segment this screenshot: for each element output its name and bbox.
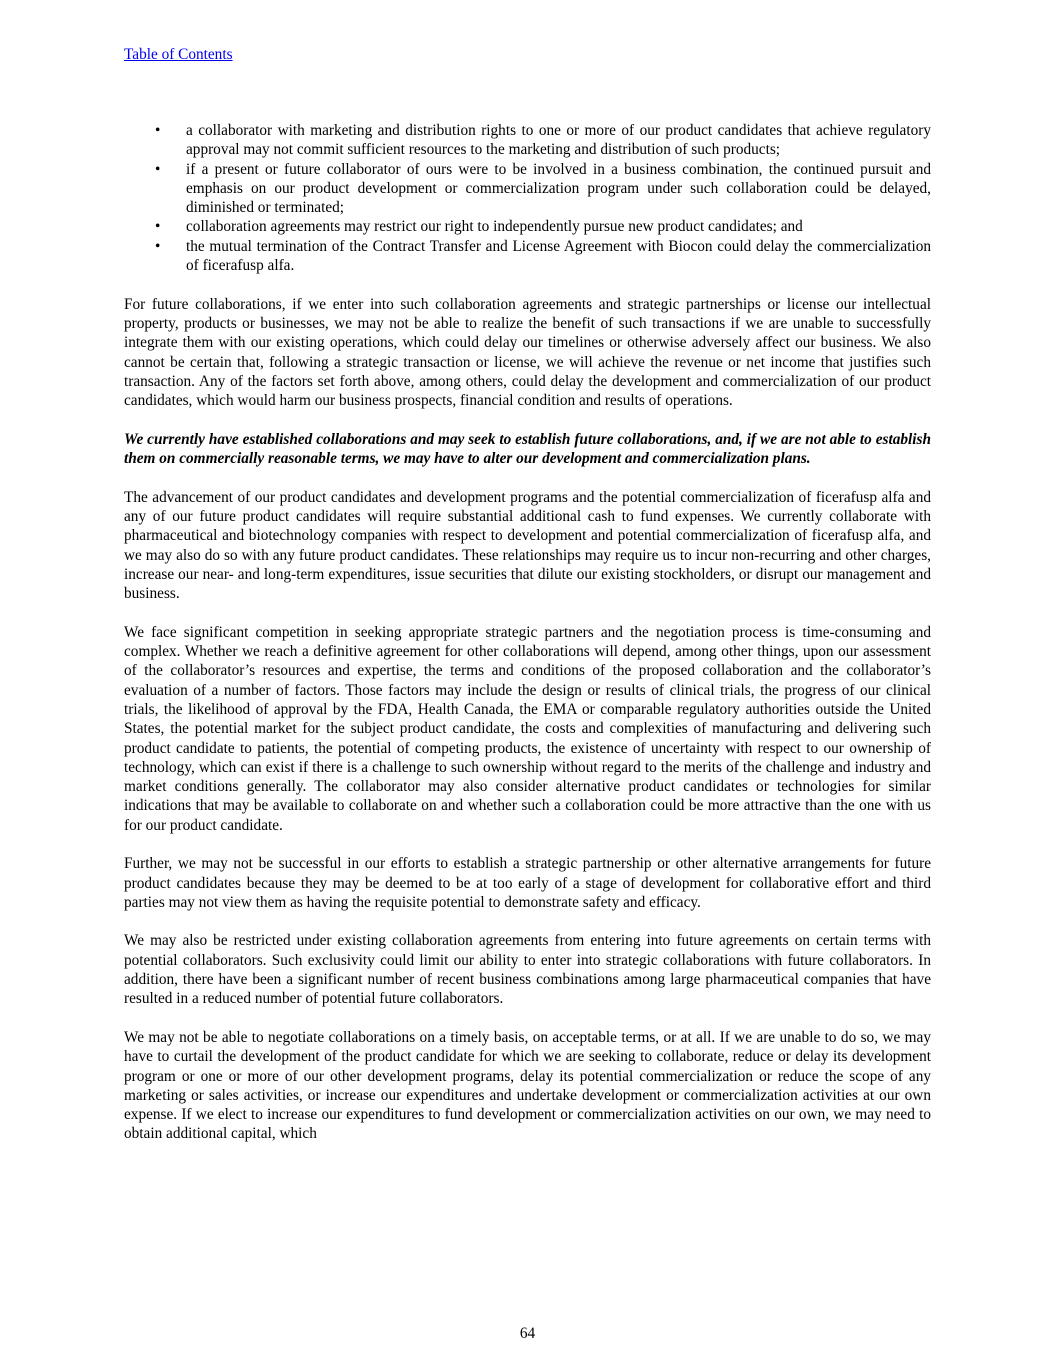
paragraph: Further, we may not be successful in our efforts to establish a strategic partnership or other alternative arrangements for future product candidates because they may be deemed to be at too early of a stage of development for collaborative effort and third parties may not view them as having the requisite potential to demonstrate safety and efficacy. — [124, 855, 931, 911]
bullet-icon: • — [155, 160, 161, 178]
risk-bullet-list — [124, 121, 931, 275]
paragraph: The advancement of our product candidates and development programs and the potential commercialization of ficerafusp alfa and any of our future product candidates will require substantial additional cash to fund expenses. We currently collaborate with pharmaceutical and biotechnology companies with respect to development and potential commercialization of ficerafusp alfa, and we may also do so with any future product candidates. These relationships may require us to incur non-recurring and other charges, increase our near- and long-term expenditures, issue securities that dilute our existing stockholders, or disrupt our management and business. — [124, 488, 931, 603]
paragraph: We may also be restricted under existing collaboration agreements from entering into future agreements on certain terms with potential collaborators. Such exclusivity could limit our ability to enter into strategic collaborations with future collaborators. In addition, there have been a significant number of recent business combinations among large pharmaceutical companies that have resulted in a reduced number of potential future collaborators. — [124, 932, 931, 1008]
section-heading: We currently have established collaborations and may seek to establish future collaborations, and, if we are not able to establish them on commercially reasonable terms, we may have to alter our development and commercialization plans. — [124, 430, 931, 468]
table-of-contents-link[interactable]: Table of Contents — [124, 46, 233, 63]
page-number: 64 — [519, 1325, 536, 1342]
bullet-item — [124, 237, 931, 276]
paragraph: We face significant competition in seeking appropriate strategic partners and the negotiation process is time-consuming and complex. Whether we reach a definitive agreement for other collaborations will depend, among other things, upon our assessment of the collaborator’s resources and expertise, the terms and conditions of the proposed collaboration and the collaborator’s evaluation of a number of factors. Those factors may include the design or results of clinical trials, the progress of our clinical trials, the likelihood of approval by the FDA, Health Canada, the EMA or comparable regulatory authorities outside the United States, the potential market for the subject product candidate, the costs and complexities of manufacturing and delivering such product candidate to patients, the potential of competing products, the existence of uncertainty with respect to our ownership of technology, which can exist if there is a challenge to such ownership without regard to the merits of the challenge and industry and market conditions generally. The collaborator may also consider alternative product candidates or technologies for similar indications that may be available to collaborate on and whether such a collaboration could be more attractive than the one with us for our product candidate. — [124, 623, 931, 834]
paragraph: For future collaborations, if we enter into such collaboration agreements and strategic partnerships or license our intellectual property, products or businesses, we may not be able to realize the benefit of such transactions if we are unable to successfully integrate them with our existing operations, which could delay our timelines or otherwise adversely affect our business. We also cannot be certain that, following a strategic transaction or license, we will achieve the revenue or net income that justifies such transaction. Any of the factors set forth above, among others, could delay the development and commercialization of our product candidates, which would harm our business prospects, financial condition and results of operations. — [124, 295, 931, 410]
paragraph: We may not be able to negotiate collaborations on a timely basis, on acceptable terms, or at all. If we are unable to do so, we may have to curtail the development of the product candidate for which we are seeking to collaborate, reduce or delay its development program or one or more of our other development programs, delay its potential commercialization or reduce the scope of any marketing or sales activities, or increase our expenditures and undertake development or commercialization activities at our own expense. If we elect to increase our expenditures to fund development or commercialization activities on our own, we may need to obtain additional capital, which — [124, 1028, 931, 1143]
bullet-item — [124, 121, 931, 160]
bullet-item — [124, 160, 931, 218]
bullet-item — [124, 217, 931, 236]
bullet-icon: • — [155, 122, 161, 139]
bullet-text: a collaborator with marketing and distribution rights to one or more of our product candidates that achieve regulatory approval may not commit sufficient resources to the marketing and distribution of such products; — [186, 122, 931, 159]
bullet-text: the mutual termination of the Contract Transfer and License Agreement with Biocon could delay the commercialization of ficerafusp alfa. — [186, 237, 931, 275]
bullet-text: if a present or future collaborator of ours were to be involved in a business combination, the continued pursuit and emphasis on our product development or commercialization program under such collaboration could be delayed, diminished or terminated; — [186, 160, 931, 217]
page-body — [124, 121, 931, 1144]
bullet-icon: • — [155, 237, 161, 255]
bullet-icon: • — [155, 218, 161, 236]
bullet-text: collaboration agreements may restrict our right to independently pursue new product candidates; and — [186, 218, 803, 236]
